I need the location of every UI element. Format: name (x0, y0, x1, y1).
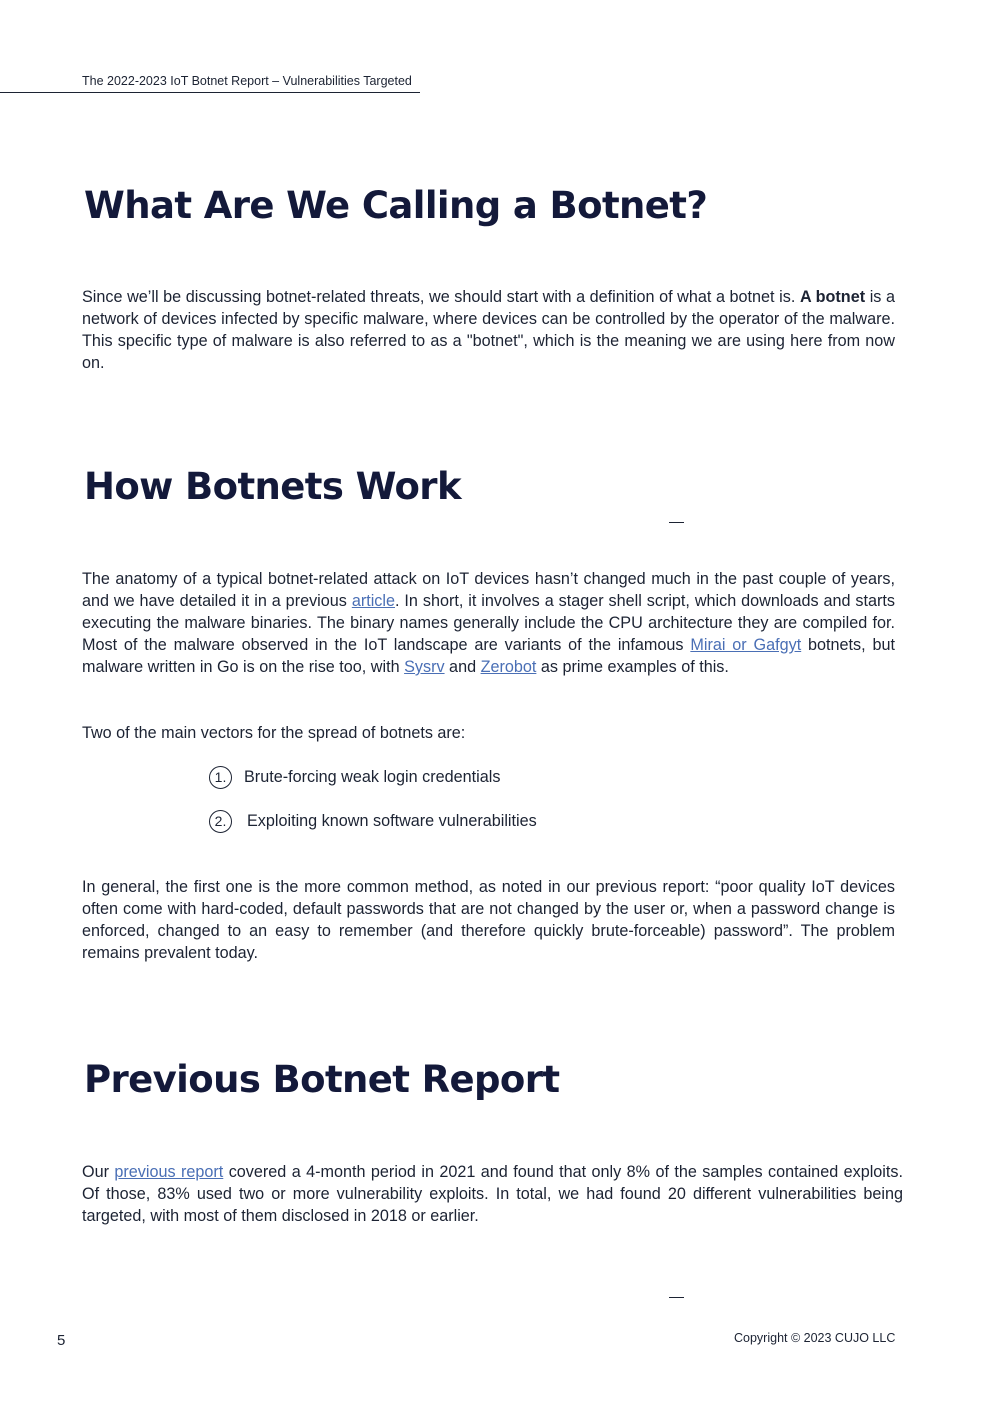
page-number: 5 (57, 1332, 66, 1349)
zerobot-link[interactable]: Zerobot (480, 658, 537, 676)
section-heading-previous-report: Previous Botnet Report (84, 1058, 560, 1101)
list-item-text: Exploiting known software vulnerabilities (247, 811, 537, 830)
decorative-dash (669, 1297, 684, 1298)
paragraph-text: and (444, 658, 481, 676)
running-header: The 2022-2023 IoT Botnet Report – Vulnerabilities Targeted (82, 74, 412, 88)
sysrv-link[interactable]: Sysrv (404, 658, 445, 676)
bold-term: A botnet (799, 288, 866, 306)
list-item-text: Brute-forcing weak login credentials (244, 767, 501, 786)
list-item (209, 808, 537, 834)
paragraph-text: Since we’ll be discussing botnet-related threats, we should start with a definition of what a botnet is. (82, 288, 800, 306)
copyright-notice: Copyright © 2023 CUJO LLC (734, 1331, 896, 1345)
vectors-intro-paragraph: Two of the main vectors for the spread of botnets are: (82, 724, 466, 742)
list-item (209, 764, 500, 790)
anatomy-paragraph (82, 568, 895, 678)
section-heading-how-botnets-work: How Botnets Work (84, 465, 461, 508)
list-number-circle: 1. (209, 766, 232, 789)
botnet-definition-paragraph (82, 286, 895, 374)
paragraph-text: as prime examples of this. (536, 658, 729, 676)
previous-report-paragraph (82, 1161, 903, 1227)
header-rule (0, 92, 420, 93)
list-number-circle: 2. (209, 810, 232, 833)
decorative-dash (669, 522, 684, 523)
general-method-paragraph: In general, the first one is the more common method, as noted in our previous report: “poor quality IoT devices often come with hard-coded, default passwords that are not changed by the user or, when a password change is enforced, changed to an easy to remember (and therefore quickly brute-forceable) password”. The problem remains prevalent today. (82, 878, 895, 962)
previous-report-link[interactable]: previous report (114, 1163, 224, 1181)
article-link[interactable]: article (351, 592, 395, 610)
paragraph-text: Our (82, 1163, 115, 1181)
paragraph-text: botnets, but malware written in Go is on the rise too, with (82, 636, 895, 676)
paragraph-text: The anatomy of a typical botnet-related attack on IoT devices hasn’t changed much in the past couple of years, and we have detailed it in a previous (82, 570, 895, 610)
section-heading-what-is-botnet: What Are We Calling a Botnet? (84, 184, 708, 227)
paragraph-text: . In short, it involves a stager shell script, which downloads and starts executing the malware binaries. The binary names generally include the CPU architecture they are compiled for. Most of the malware observed in the IoT landscape are variants of the infamous (82, 592, 895, 654)
paragraph-text: is a network of devices infected by specific malware, where devices can be controlled by the operator of the malware. This specific type of malware is also referred to as a "botnet", which is the meaning we are using here from now on. (82, 288, 895, 372)
mirai-gafgyt-link[interactable]: Mirai or Gafgyt (690, 636, 802, 654)
paragraph-text: covered a 4-month period in 2021 and found that only 8% of the samples contained exploits. Of those, 83% used two or more vulnerability exploits. In total, we had found 20 different vulnerabilities being targeted, with most of them disclosed in 2018 or earlier. (82, 1163, 903, 1225)
